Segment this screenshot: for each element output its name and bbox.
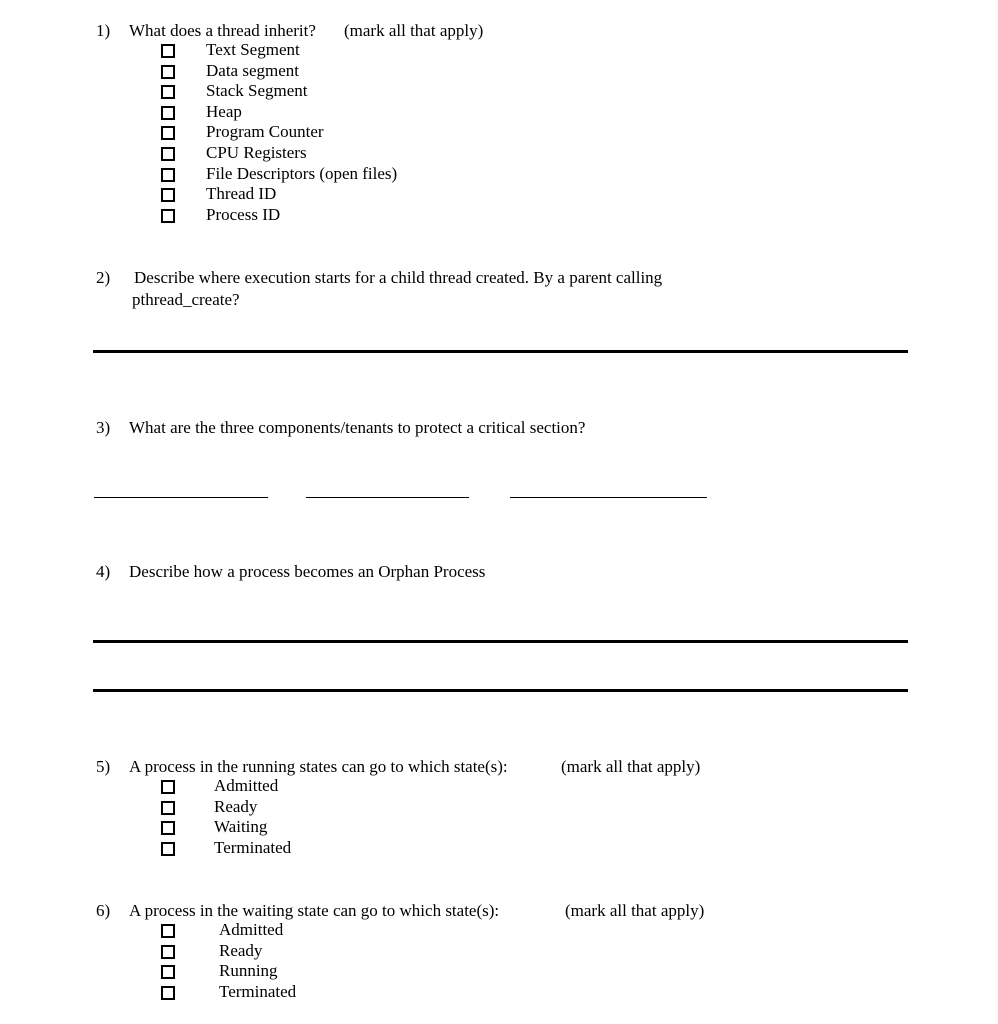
- option-label: Terminated: [214, 837, 292, 857]
- option-text-segment[interactable]: [161, 40, 461, 61]
- question-6-text: A process in the waiting state can go to which state(s):: [129, 901, 500, 920]
- option-terminated[interactable]: [161, 982, 361, 1003]
- checkbox[interactable]: [161, 168, 175, 182]
- question-3-text: What are the three components/tenants to protect a critical section?: [129, 418, 586, 437]
- option-label: Data segment: [206, 60, 299, 80]
- option-admitted[interactable]: [161, 920, 361, 941]
- checkbox[interactable]: [161, 986, 175, 1000]
- option-ready[interactable]: [161, 941, 361, 962]
- option-waiting[interactable]: [161, 817, 361, 838]
- option-label: Text Segment: [206, 40, 300, 59]
- option-heap[interactable]: [161, 102, 461, 123]
- checkbox[interactable]: [161, 65, 175, 79]
- option-process-id[interactable]: [161, 205, 461, 226]
- option-label: Thread ID: [206, 184, 277, 204]
- option-cpu-registers[interactable]: [161, 143, 461, 164]
- answer-blank-1[interactable]: [94, 497, 268, 498]
- option-label: Running: [219, 961, 278, 981]
- question-5-note: (mark all that apply): [561, 757, 701, 776]
- option-label: File Descriptors (open files): [206, 163, 398, 183]
- option-stack-segment[interactable]: [161, 81, 461, 102]
- checkbox[interactable]: [161, 821, 175, 835]
- question-2-text-line-1: Describe where execution starts for a child thread created. By a parent calling: [134, 268, 663, 287]
- checkbox[interactable]: [161, 188, 175, 202]
- checkbox[interactable]: [161, 126, 175, 140]
- option-label: Heap: [206, 101, 242, 121]
- question-6-number: 6): [96, 901, 111, 920]
- option-ready[interactable]: [161, 797, 361, 818]
- checkbox[interactable]: [161, 106, 175, 120]
- question-3-number: 3): [96, 418, 111, 437]
- question-6-options: [161, 920, 361, 1002]
- checkbox[interactable]: [161, 842, 175, 856]
- option-admitted[interactable]: [161, 776, 361, 797]
- option-label: Admitted: [214, 776, 279, 795]
- option-data-segment[interactable]: [161, 61, 461, 82]
- question-5-number: 5): [96, 757, 111, 776]
- question-5-text: A process in the running states can go to which state(s):: [129, 757, 508, 776]
- checkbox[interactable]: [161, 85, 175, 99]
- question-4-number: 4): [96, 562, 111, 581]
- answer-line-2[interactable]: [93, 689, 908, 692]
- option-program-counter[interactable]: [161, 122, 461, 143]
- question-1-text: What does a thread inherit?: [129, 21, 316, 40]
- question-1-number: 1): [96, 21, 111, 40]
- question-6-note: (mark all that apply): [565, 901, 705, 920]
- question-1-options: [161, 40, 461, 225]
- option-thread-id[interactable]: [161, 184, 461, 205]
- option-label: Waiting: [214, 817, 268, 837]
- answer-blank-2[interactable]: [306, 497, 469, 498]
- option-label: CPU Registers: [206, 142, 307, 162]
- question-2-number: 2): [96, 268, 111, 287]
- option-label: Process ID: [206, 204, 281, 224]
- option-label: Ready: [219, 940, 263, 960]
- answer-line-1[interactable]: [93, 640, 908, 643]
- option-label: Terminated: [219, 981, 297, 1001]
- option-label: Stack Segment: [206, 81, 308, 101]
- option-running[interactable]: [161, 961, 361, 982]
- checkbox[interactable]: [161, 801, 175, 815]
- option-label: Admitted: [219, 920, 284, 939]
- option-label: Program Counter: [206, 122, 324, 142]
- checkbox[interactable]: [161, 780, 175, 794]
- checkbox[interactable]: [161, 945, 175, 959]
- question-1-note: (mark all that apply): [344, 21, 484, 40]
- checkbox[interactable]: [161, 209, 175, 223]
- checkbox[interactable]: [161, 924, 175, 938]
- question-4-text: Describe how a process becomes an Orphan Process: [129, 562, 486, 581]
- option-terminated[interactable]: [161, 838, 361, 859]
- option-label: Ready: [214, 796, 258, 816]
- option-file-descriptors[interactable]: [161, 164, 461, 185]
- answer-blank-3[interactable]: [510, 497, 707, 498]
- question-5-options: [161, 776, 361, 858]
- checkbox[interactable]: [161, 147, 175, 161]
- checkbox[interactable]: [161, 44, 175, 58]
- answer-line[interactable]: [93, 350, 908, 353]
- checkbox[interactable]: [161, 965, 175, 979]
- question-2-text-line-2: pthread_create?: [132, 290, 240, 309]
